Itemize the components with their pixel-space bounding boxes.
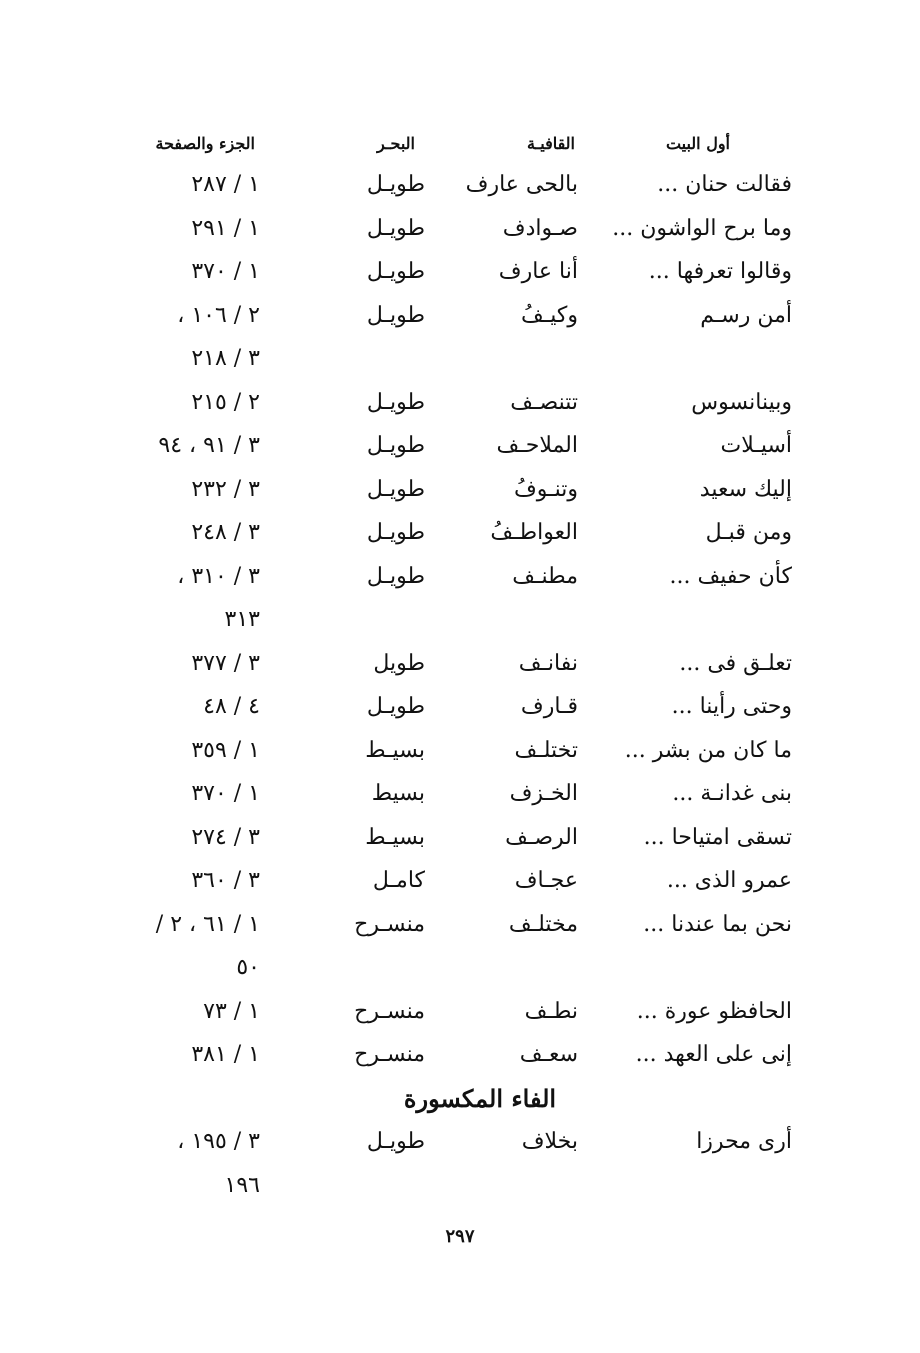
table-row bbox=[0, 685, 920, 729]
table-row bbox=[0, 250, 920, 294]
header-reference: الجزء والصفحة bbox=[155, 134, 255, 153]
reference-cell: ١ / ٦١ ، ٢ / bbox=[155, 911, 260, 937]
verse-cell: أرى محرزا bbox=[696, 1129, 792, 1154]
meter-cell: طويـل bbox=[366, 302, 425, 328]
verse-cell: فقالت حنان ... bbox=[657, 172, 792, 197]
verse-cell: عمرو الذى ... bbox=[666, 868, 792, 893]
reference-cell: ١ / ٣٧٠ bbox=[191, 781, 260, 806]
meter-cell: كامـل bbox=[372, 868, 425, 893]
meter-cell: طويل bbox=[373, 650, 425, 676]
section-title: الفاء المكسورة bbox=[403, 1083, 557, 1113]
meter-cell: طويـل bbox=[366, 694, 425, 719]
table-row bbox=[0, 1033, 920, 1077]
reference-cell: ١ / ٢٨٧ bbox=[191, 172, 260, 197]
meter-cell: طويـل bbox=[366, 215, 425, 241]
verse-cell: ومن قبـل bbox=[705, 520, 792, 545]
verse-cell: إليك سعيد bbox=[699, 476, 792, 502]
rhyme-cell: تتنصـف bbox=[510, 389, 578, 415]
table-row bbox=[0, 729, 920, 773]
rhyme-cell: بالحى عارف bbox=[465, 172, 578, 197]
rhyme-cell: نطـف bbox=[524, 998, 578, 1024]
reference-cell: ٣ / ٢١٨ bbox=[191, 346, 260, 371]
table-row bbox=[0, 511, 920, 555]
reference-cell: ٣ / ٩١ ، ٩٤ bbox=[158, 433, 260, 458]
rhyme-cell: وتنـوفُ bbox=[513, 476, 578, 502]
rhyme-cell: صـوادف bbox=[502, 215, 578, 241]
reference-cell: ٣ / ٢٣٢ bbox=[191, 476, 260, 502]
meter-cell: طويـل bbox=[366, 563, 425, 589]
rhyme-cell: الخـزف bbox=[509, 781, 578, 806]
rhyme-cell: سعـف bbox=[519, 1042, 578, 1067]
table-row bbox=[0, 816, 920, 860]
reference-cell: ٣ / ٣٧٧ bbox=[191, 650, 260, 676]
reference-cell: ٣ / ٢٧٤ bbox=[191, 824, 260, 850]
verse-cell: نحن بما عندنا ... bbox=[643, 911, 792, 937]
table-row bbox=[0, 424, 920, 468]
verse-cell: إنى على العهد ... bbox=[635, 1042, 792, 1067]
reference-cell: ١ / ٧٣ bbox=[203, 998, 260, 1024]
table-row bbox=[0, 642, 920, 686]
reference-cell: ٣ / ٣١٠ ، bbox=[177, 563, 260, 589]
table-row bbox=[0, 555, 920, 599]
verse-cell: وما برح الواشون ... bbox=[612, 215, 792, 241]
verse-cell: وحتى رأينا ... bbox=[671, 694, 792, 719]
rhyme-cell: الملاحـف bbox=[496, 433, 578, 458]
table-row bbox=[0, 598, 920, 642]
rhyme-cell: مطنـف bbox=[512, 563, 578, 589]
reference-cell: ١٩٦ bbox=[224, 1172, 260, 1198]
header-verse: أول البيت bbox=[665, 134, 730, 153]
meter-cell: طويـل bbox=[366, 1129, 425, 1154]
rhyme-cell: وكيـفُ bbox=[521, 302, 578, 328]
table-row bbox=[0, 294, 920, 338]
rhyme-cell: قـارف bbox=[520, 694, 578, 719]
verse-cell: تعلـق فى ... bbox=[679, 650, 792, 676]
rhyme-cell: تختلـف bbox=[514, 737, 578, 763]
table-row bbox=[0, 163, 920, 207]
table-row bbox=[0, 903, 920, 947]
rhyme-cell: مختلـف bbox=[508, 911, 578, 937]
reference-cell: ٥٠ bbox=[236, 955, 260, 980]
table-row bbox=[0, 381, 920, 425]
reference-cell: ٢ / ١٠٦ ، bbox=[177, 302, 260, 328]
table-row bbox=[0, 772, 920, 816]
meter-cell: منسـرح bbox=[354, 998, 425, 1024]
meter-cell: منسـرح bbox=[354, 911, 425, 937]
meter-cell: طويـل bbox=[366, 172, 425, 197]
table-row bbox=[0, 946, 920, 990]
header-rhyme: القافيـة bbox=[526, 134, 575, 153]
verse-index-table bbox=[0, 163, 920, 1207]
verse-cell: كأن حفيف ... bbox=[669, 563, 792, 589]
rhyme-cell: أنا عارف bbox=[498, 259, 578, 284]
rhyme-cell: بخلاف bbox=[521, 1129, 578, 1154]
table-row bbox=[0, 859, 920, 903]
meter-cell: بسيـط bbox=[365, 824, 425, 850]
verse-cell: تسقى امتياحا ... bbox=[643, 824, 792, 850]
rhyme-cell: العواطـفُ bbox=[490, 520, 578, 545]
table-row bbox=[0, 1120, 920, 1164]
page-number: ٢٩٧ bbox=[445, 1226, 475, 1247]
reference-cell: ٢ / ٢١٥ bbox=[191, 389, 260, 415]
reference-cell: ١ / ٣٥٩ bbox=[191, 737, 260, 763]
verse-cell: وقالوا تعرفها ... bbox=[648, 259, 792, 284]
header-meter: البحـر bbox=[377, 134, 415, 153]
table-row bbox=[0, 1164, 920, 1208]
rhyme-cell: الرصـف bbox=[505, 824, 578, 850]
reference-cell: ٣١٣ bbox=[224, 607, 260, 632]
meter-cell: طويـل bbox=[366, 520, 425, 545]
reference-cell: ١ / ٣٨١ bbox=[191, 1042, 260, 1067]
table-row bbox=[0, 337, 920, 381]
reference-cell: ٣ / ٢٤٨ bbox=[191, 520, 260, 545]
table-header bbox=[0, 128, 920, 160]
reference-cell: ٣ / ١٩٥ ، bbox=[177, 1129, 260, 1154]
table-row bbox=[0, 207, 920, 251]
rhyme-cell: عجـاف bbox=[514, 868, 578, 893]
meter-cell: بسيـط bbox=[365, 737, 425, 763]
verse-cell: ما كان من بشر ... bbox=[624, 737, 792, 763]
table-row bbox=[0, 990, 920, 1034]
table-row bbox=[0, 468, 920, 512]
verse-cell: بنى غدانـة ... bbox=[672, 781, 792, 806]
meter-cell: طويـل bbox=[366, 433, 425, 458]
meter-cell: طويـل bbox=[366, 476, 425, 502]
verse-cell: أسيـلات bbox=[720, 433, 792, 458]
meter-cell: طويـل bbox=[366, 389, 425, 415]
reference-cell: ٣ / ٣٦٠ bbox=[191, 868, 260, 893]
reference-cell: ١ / ٣٧٠ bbox=[191, 259, 260, 284]
reference-cell: ١ / ٢٩١ bbox=[191, 215, 260, 241]
verse-cell: الحافظو عورة ... bbox=[636, 998, 792, 1024]
verse-cell: أمن رسـم bbox=[700, 302, 792, 328]
meter-cell: بسيط bbox=[371, 781, 425, 806]
reference-cell: ٤ / ٤٨ bbox=[203, 694, 260, 719]
meter-cell: منسـرح bbox=[354, 1042, 425, 1067]
verse-cell: وبينانسوس bbox=[691, 389, 792, 415]
rhyme-cell: نفانـف bbox=[518, 650, 578, 676]
meter-cell: طويـل bbox=[366, 259, 425, 284]
